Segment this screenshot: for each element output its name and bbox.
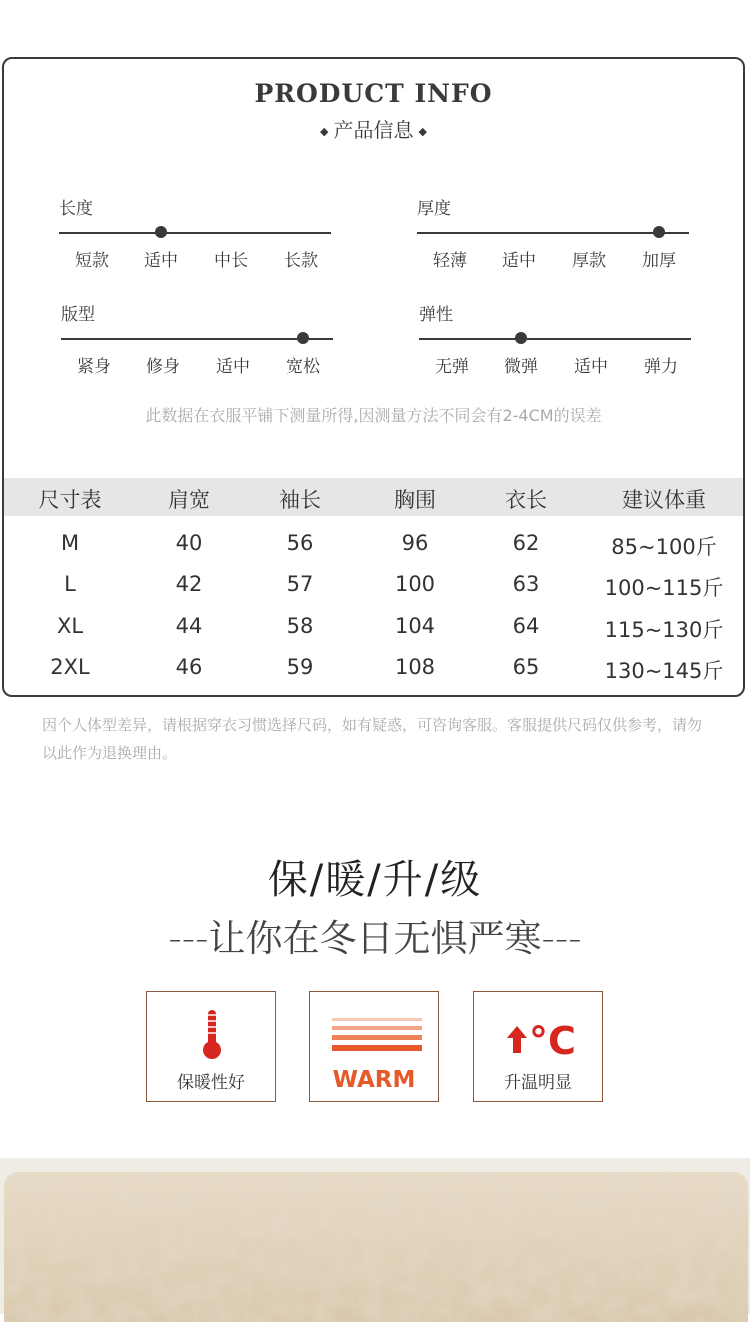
- size-table-header: [4, 478, 743, 516]
- table-cell: 100: [394, 572, 436, 596]
- attribute-scale-line: [417, 232, 689, 234]
- table-cell: 44: [175, 614, 203, 638]
- attribute-option: 宽松: [286, 357, 320, 377]
- table-cell: 63: [512, 572, 540, 596]
- warmth-upgrade-heading: 保/暖/升/级: [267, 857, 483, 903]
- table-cell: 57: [286, 572, 314, 596]
- table-row: [4, 566, 743, 606]
- attribute-elasticity: [419, 300, 699, 390]
- table-cell: 46: [175, 655, 203, 679]
- attribute-option: 适中: [574, 357, 608, 377]
- celsius-symbol: °C: [529, 1019, 576, 1063]
- table-cell: 130~145斤: [604, 659, 724, 683]
- attribute-option: 短款: [75, 251, 109, 271]
- attribute-label: 弹性: [419, 305, 453, 325]
- attribute-indicator-dot: [155, 226, 167, 238]
- attribute-option: 弹力: [644, 357, 678, 377]
- attribute-option: 长款: [284, 251, 318, 271]
- product-info-title: PRODUCT INFO: [254, 79, 493, 108]
- product-info-subtitle: ◆ 产品信息 ◆: [320, 118, 427, 142]
- table-row: [4, 649, 743, 689]
- warm-text: WARM: [332, 1067, 416, 1093]
- feature-warm: [309, 991, 439, 1102]
- fleece-texture-image: [4, 1172, 748, 1322]
- table-cell: 58: [286, 614, 314, 638]
- size-table-header-cell: 建议体重: [622, 488, 706, 512]
- attribute-scale-line: [59, 232, 331, 234]
- feature-label: 保暖性好: [177, 1073, 245, 1093]
- size-table-header-cell: 肩宽: [168, 488, 210, 512]
- feature-warmth: [146, 991, 276, 1102]
- table-cell: 62: [512, 531, 540, 555]
- table-cell: 108: [394, 655, 436, 679]
- table-cell: M: [60, 531, 80, 555]
- table-cell: 64: [512, 614, 540, 638]
- attribute-option: 厚款: [572, 251, 606, 271]
- attribute-option: 适中: [144, 251, 178, 271]
- attribute-option: 修身: [146, 357, 180, 377]
- attribute-indicator-dot: [653, 226, 665, 238]
- attribute-label: 长度: [59, 199, 93, 219]
- thermometer-icon: [147, 1006, 277, 1076]
- table-cell: 100~115斤: [604, 576, 724, 600]
- table-cell: 96: [401, 531, 429, 555]
- fleece-photo-area: [0, 1158, 750, 1314]
- table-row: [4, 608, 743, 648]
- attribute-option: 紧身: [77, 357, 111, 377]
- feature-temperature-rise: [473, 991, 603, 1102]
- attribute-indicator-dot: [297, 332, 309, 344]
- attribute-indicator-dot: [515, 332, 527, 344]
- attribute-option: 无弹: [435, 357, 469, 377]
- attribute-option: 微弹: [504, 357, 538, 377]
- table-cell: 65: [512, 655, 540, 679]
- attribute-option: 适中: [216, 357, 250, 377]
- attribute-option: 轻薄: [433, 251, 467, 271]
- table-cell: 115~130斤: [604, 618, 724, 642]
- attribute-option: 适中: [502, 251, 536, 271]
- attribute-option: 加厚: [642, 251, 676, 271]
- table-cell: 104: [394, 614, 436, 638]
- measurement-note: 此数据在衣服平铺下测量所得,因测量方法不同会有2-4CM的误差: [145, 406, 602, 425]
- attribute-label: 厚度: [417, 199, 451, 219]
- size-table-header-cell: 衣长: [505, 488, 547, 512]
- size-table-header-cell: 胸围: [394, 488, 436, 512]
- feature-label: 升温明显: [504, 1073, 572, 1093]
- product-info-card: [2, 57, 745, 697]
- attribute-scale-line: [61, 338, 333, 340]
- table-cell: 59: [286, 655, 314, 679]
- attribute-label: 版型: [61, 305, 95, 325]
- table-cell: 2XL: [50, 655, 90, 679]
- attribute-length: [59, 194, 339, 284]
- table-cell: 56: [286, 531, 314, 555]
- size-disclaimer: 因个人体型差异，请根据穿衣习惯选择尺码，如有疑惑，可咨询客服。客服提供尺码仅供参考，请勿以此作为退换理由。: [42, 716, 703, 762]
- table-cell: 42: [175, 572, 203, 596]
- size-table-header-cell: 尺寸表: [38, 488, 102, 512]
- attribute-fit: [61, 300, 341, 390]
- warmth-upgrade-subheading: ---让你在冬日无惧严寒---: [168, 917, 582, 960]
- table-cell: 85~100斤: [611, 535, 717, 559]
- attribute-scale-line: [419, 338, 691, 340]
- size-table-header-cell: 袖长: [279, 488, 321, 512]
- table-cell: 40: [175, 531, 203, 555]
- diamond-icon: ◆: [320, 125, 329, 138]
- attribute-option: 中长: [214, 251, 248, 271]
- diamond-icon: ◆: [418, 125, 427, 138]
- attribute-thickness: [417, 194, 697, 284]
- table-row: [4, 525, 743, 565]
- table-cell: L: [64, 572, 76, 596]
- table-cell: XL: [56, 614, 84, 638]
